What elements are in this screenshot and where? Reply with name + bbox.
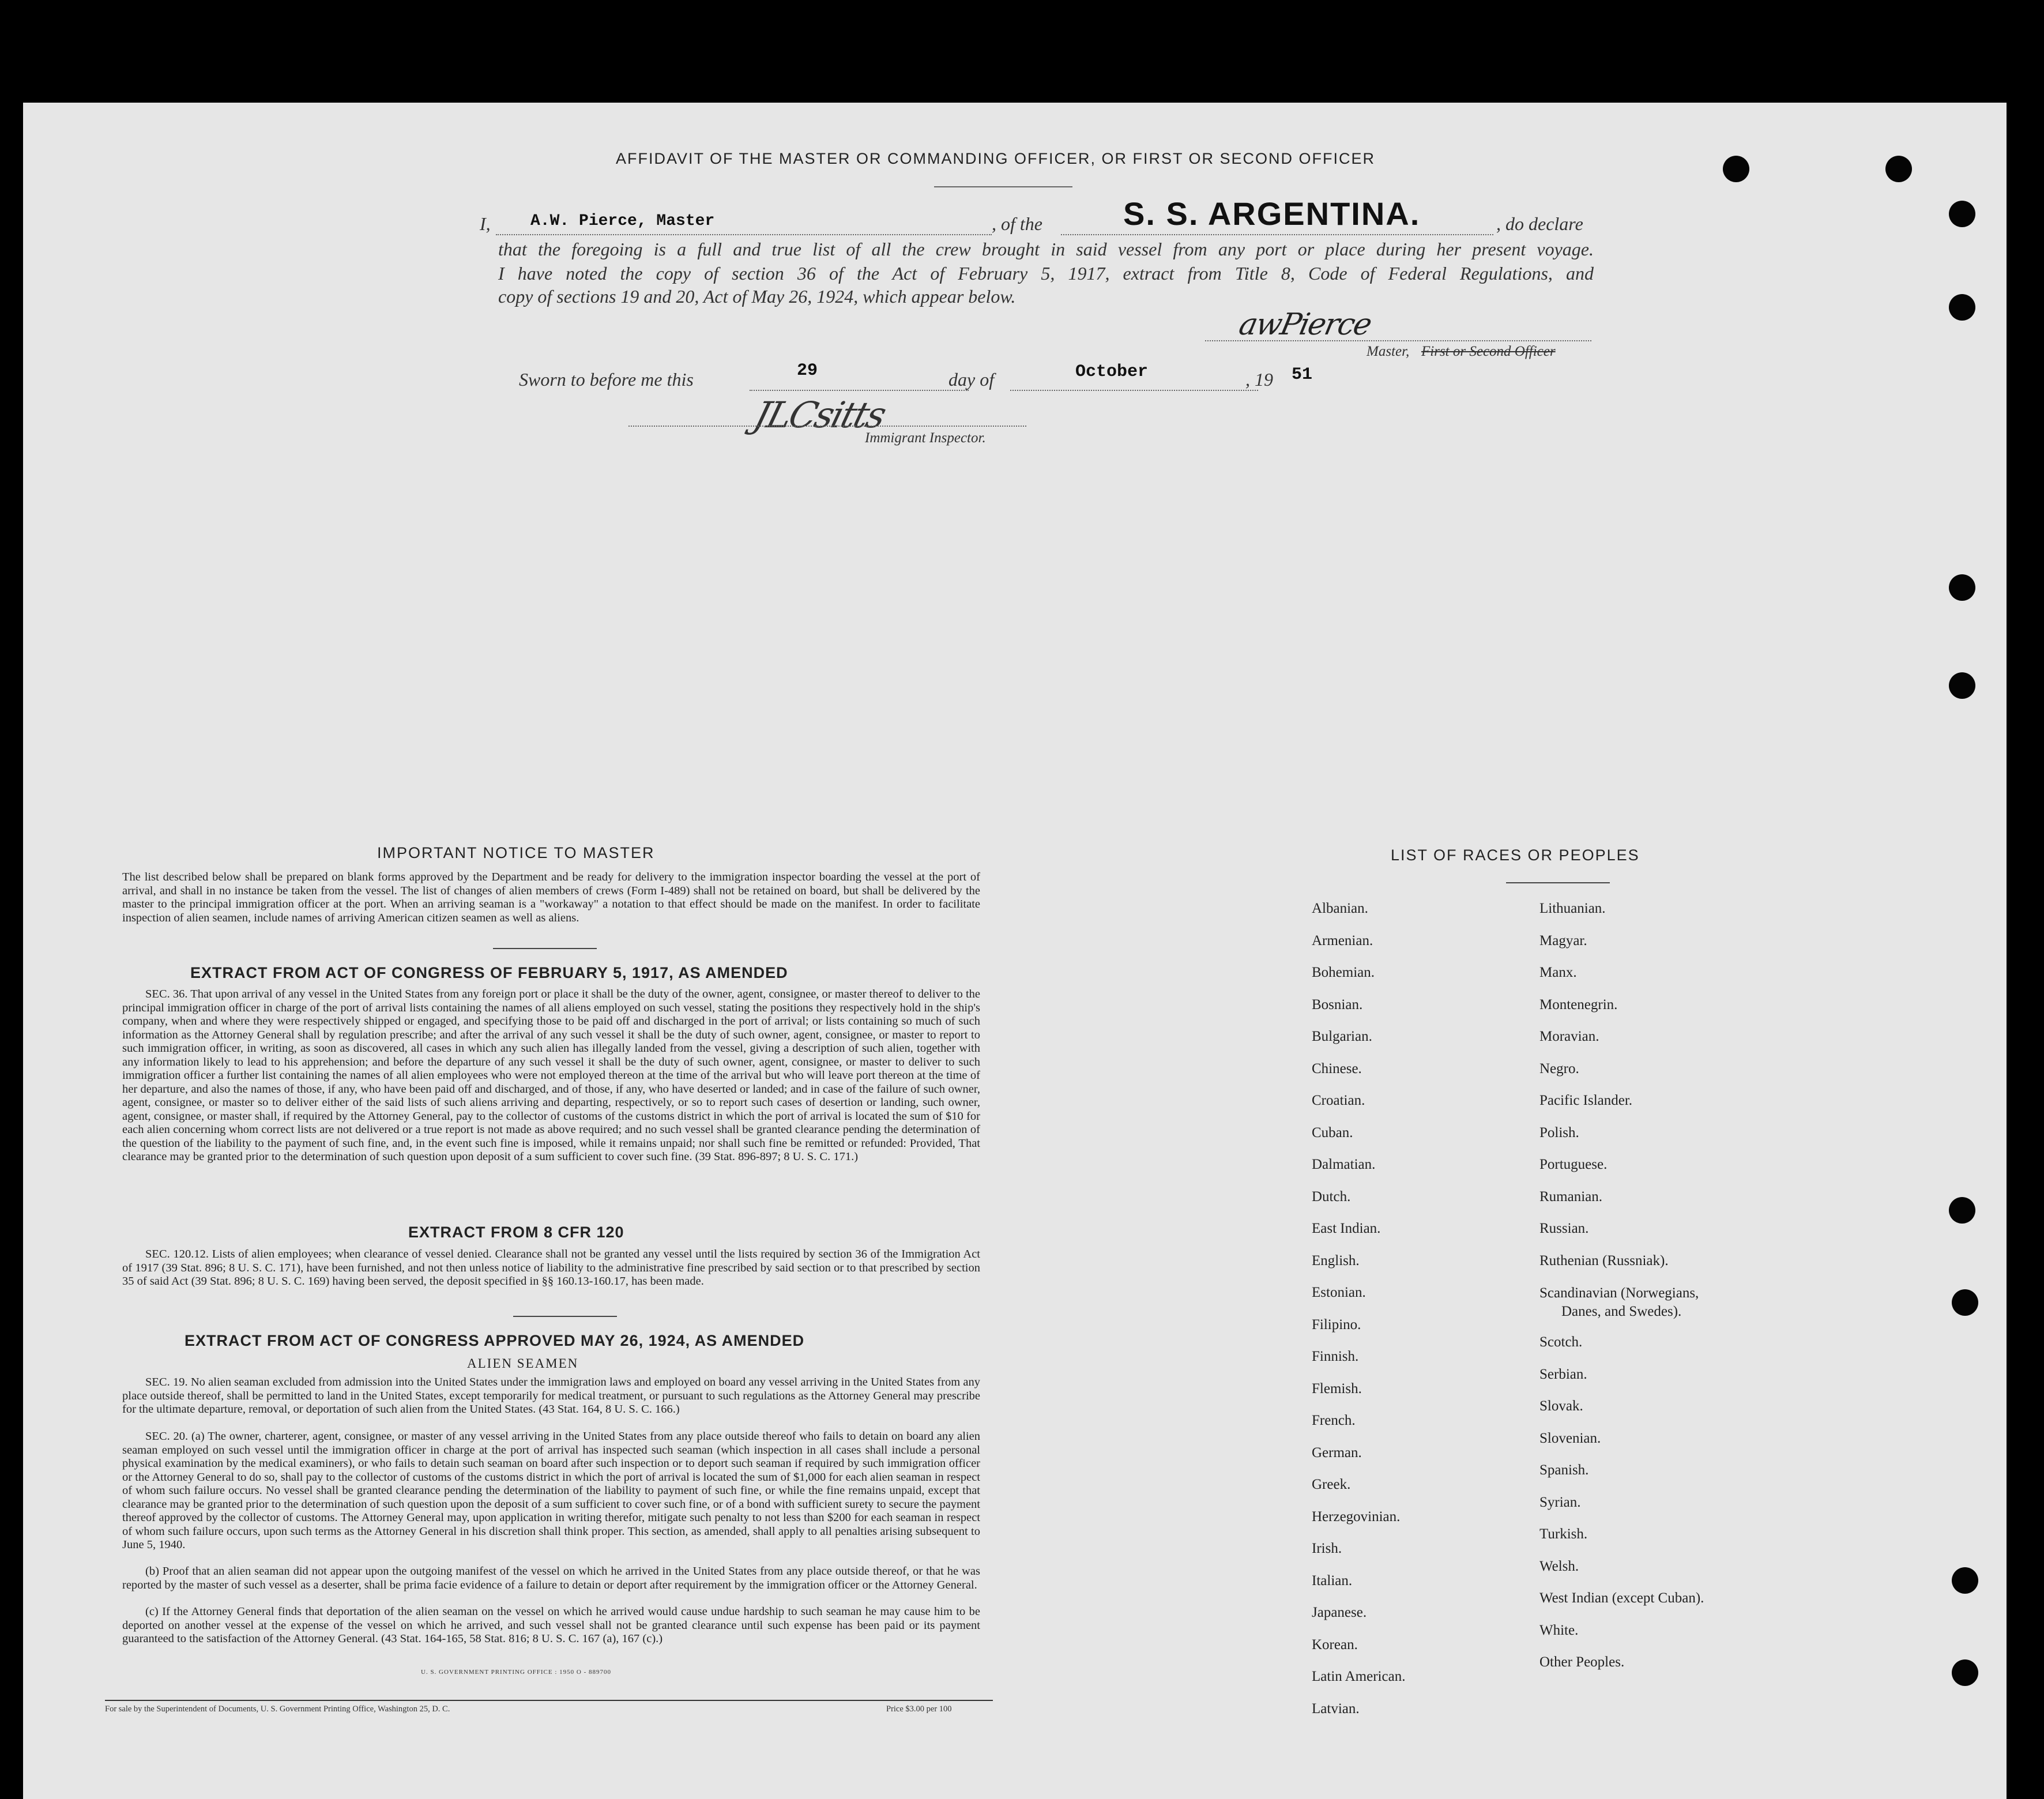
master-label: Master,: [1367, 344, 1410, 359]
race-item: White.: [1539, 1622, 1579, 1638]
sworn-month: October: [1075, 362, 1149, 382]
race-item: German.: [1312, 1444, 1362, 1461]
race-item: Negro.: [1539, 1060, 1579, 1077]
race-item: Italian.: [1312, 1572, 1353, 1589]
extract-1917-title: EXTRACT FROM ACT OF CONGRESS OF FEBRUARY 5, 1917, AS AMENDED: [190, 964, 788, 981]
master-name: A.W. Pierce, Master: [530, 212, 715, 230]
sworn-day: 29: [797, 361, 818, 381]
punch-hole: [1723, 156, 1749, 182]
race-item: Magyar.: [1539, 932, 1587, 949]
race-item: Slovenian.: [1539, 1430, 1601, 1446]
section-20c-text: (c) If the Attorney General finds that deportation of the alien seaman on the vessel on which he arrived would cause undue hardship to such seaman he may cause him to be deported on another vessel at the expense of the vessel on which he arrived, and such vessel shall not be granted clearance until such expense has been paid or its payment guaranteed to the satisfaction of the Attorney General. (43 Stat. 164-165, 58 Stat. 816; 8 U. S. C. 167 (a), 167 (c).): [122, 1605, 980, 1645]
race-item: Moravian.: [1539, 1029, 1599, 1044]
races-column-1: [1312, 893, 1405, 1725]
race-item: Bohemian.: [1312, 965, 1375, 980]
race-item: Ruthenian (Russniak).: [1539, 1252, 1669, 1269]
race-item: Filipino.: [1312, 1316, 1361, 1333]
race-item: Flemish.: [1312, 1380, 1362, 1397]
printing-office-line: U. S. GOVERNMENT PRINTING OFFICE : 1950 O - 889700: [421, 1669, 612, 1676]
punch-hole: [1885, 156, 1912, 182]
name-line: [496, 234, 992, 235]
sworn-month-line: [1010, 390, 1258, 391]
sworn-day-line: [750, 390, 969, 391]
race-item: Turkish.: [1539, 1526, 1588, 1542]
race-item: Pacific Islander.: [1539, 1093, 1633, 1108]
race-item: Portuguese.: [1539, 1157, 1608, 1172]
notice-rule: [493, 948, 597, 949]
race-item: Serbian.: [1539, 1366, 1587, 1382]
declaration-line-3: I have noted the copy of section 36 of the Act of February 5, 1917, extract from Title 8, Code of Federal Regulations, and: [498, 263, 1594, 284]
master-signature-line: [1205, 340, 1591, 341]
punch-hole: [1952, 1289, 1978, 1316]
race-item: Russian.: [1539, 1221, 1589, 1236]
race-item: Scotch.: [1539, 1334, 1583, 1350]
race-item: Spanish.: [1539, 1462, 1589, 1478]
section-20b-text: (b) Proof that an alien seaman did not appear upon the outgoing manifest of the vessel on which he arrived in the United States from any place outside thereof, or that he was reported by the master of such vessel as a deserter, shall be prima facie evidence of a failure to detain or deport after requirement by the immigration officer or the Attorney General.: [122, 1565, 980, 1591]
inspector-signature: JLCsitts: [750, 394, 890, 436]
race-item: Finnish.: [1312, 1349, 1359, 1364]
race-item: French.: [1312, 1413, 1356, 1428]
races-title: LIST OF RACES OR PEOPLES: [1391, 846, 1640, 864]
affidavit-title: AFFIDAVIT OF THE MASTER OR COMMANDING OFFICER, OR FIRST OR SECOND OFFICER: [616, 150, 1376, 167]
race-item: Chinese.: [1312, 1060, 1362, 1077]
race-item: Dalmatian.: [1312, 1157, 1376, 1172]
year-prefix: , 19: [1245, 369, 1273, 390]
punch-hole: [1952, 1567, 1978, 1594]
title-rule: [934, 186, 1072, 187]
section-20a-text: SEC. 20. (a) The owner, charterer, agent, consignee, or master of any vessel arriving in the United States from any place outside thereof who fails to detain on board any alien seaman employed on such vessel until the immigration officer in charge at the port of arrival has inspected such seaman (which inspection in all cases shall include a personal physical examination by the medical examiners), or who fails to detain such seaman on board after such inspection or to deport such seaman if required by such immigration officer or the Attorney General to do so, shall pay to the collector of customs of the customs district in which the port of arrival is located the sum of $1,000 for each alien seaman in respect of whom such failure occurs. No vessel shall be granted clearance pending the determination of the liability to payment of such fine, or while the fine remains unpaid, except that clearance may be granted prior to the determination of such question upon the deposit of a sum sufficient to cover such fine, or of a bond with sufficient surety to secure the payment thereof approved by the collector of customs. The Attorney General may, upon application in writing therefor, mitigate such penalty to not less than $200 for each seaman in respect of whom such failure occurs, upon such terms as the Attorney General in his discretion shall think proper. This section, as amended, shall apply to all penalties arising subsequent to June 5, 1940.: [122, 1430, 980, 1551]
race-item: Manx.: [1539, 965, 1577, 980]
alien-seamen-subtitle: ALIEN SEAMEN: [467, 1356, 579, 1371]
race-item: Lithuanian.: [1539, 901, 1606, 916]
extract-1924-title: EXTRACT FROM ACT OF CONGRESS APPROVED MAY 26, 1924, AS AMENDED: [185, 1332, 805, 1349]
punch-hole: [1949, 672, 1975, 699]
of-the-text: , of the: [992, 213, 1042, 234]
declaration-line-2: that the foregoing is a full and true list of all the crew brought in said vessel from any port or place during her present voyage.: [498, 239, 1594, 259]
do-declare-text: , do declare: [1496, 213, 1583, 234]
punch-hole: [1949, 294, 1975, 321]
inspector-label: Immigrant Inspector.: [865, 430, 986, 446]
price-line: Price $3.00 per 100: [886, 1704, 952, 1714]
sworn-prefix: Sworn to before me this: [519, 369, 694, 390]
cfr-rule: [513, 1316, 617, 1317]
declaration-line-4: copy of sections 19 and 20, Act of May 26, 1924, which appear below.: [498, 286, 1016, 307]
race-item: Armenian.: [1312, 932, 1373, 949]
race-item: Welsh.: [1539, 1558, 1579, 1574]
affidavit-intro: I,: [480, 213, 491, 234]
race-item: Bosnian.: [1312, 996, 1363, 1013]
race-item: Other Peoples.: [1539, 1654, 1625, 1670]
vessel-line: [1061, 234, 1493, 235]
race-item: West Indian (except Cuban).: [1539, 1590, 1704, 1606]
footer-rule: [105, 1700, 993, 1701]
vessel-name-stamp: S. S. ARGENTINA.: [1123, 195, 1421, 232]
races-rule: [1506, 882, 1610, 883]
document-page: [23, 103, 2007, 1799]
race-item: East Indian.: [1312, 1221, 1381, 1236]
punch-hole: [1949, 1197, 1975, 1224]
inspector-signature-line: [628, 426, 1026, 427]
race-item: Herzegovinian.: [1312, 1508, 1401, 1525]
race-item: Korean.: [1312, 1636, 1358, 1653]
for-sale-line: For sale by the Superintendent of Documents, U. S. Government Printing Office, Washington 25, D. C.: [105, 1704, 450, 1714]
day-of-text: day of: [948, 369, 995, 390]
race-item: English.: [1312, 1252, 1360, 1269]
punch-hole: [1952, 1659, 1978, 1686]
race-item: Syrian.: [1539, 1494, 1581, 1510]
race-item: Cuban.: [1312, 1124, 1353, 1141]
race-item: Slovak.: [1539, 1398, 1583, 1414]
race-item: Rumanian.: [1539, 1188, 1603, 1205]
section-19-text: SEC. 19. No alien seaman excluded from admission into the United States under the immigration laws and employed on board any vessel arriving in the United States from any place outside thereof, shall be permitted to land in the United States, except temporarily for medical treatment, or pursuant to such regulations as the Attorney General may prescribe for the ultimate departure, removal, or deportation of such alien from the United States. (43 Stat. 164, 8 U. S. C. 166.): [122, 1376, 980, 1416]
race-item: Greek.: [1312, 1477, 1351, 1492]
extract-cfr-title: EXTRACT FROM 8 CFR 120: [408, 1224, 624, 1241]
extract-1917-body: SEC. 36. That upon arrival of any vessel in the United States from any foreign port or place it shall be the duty of the owner, agent, consignee, or master thereof to deliver to the principal immigration officer in charge of the port of arrival lists containing the names of all aliens employed on such vessel, stating the positions they respectively hold in the ship's company, when and where they were respectively shipped or engaged, and specifying those to be paid off and discharged in the port of arrival; or lists containing so much of such information as the Attorney General shall by regulation prescribe; and after the arrival of any such vessel it shall be the duty of such owner, agent, consignee, or master to report to such immigration officer, in writing, as soon as discovered, all cases in which any such alien has illegally landed from the vessel, giving a description of such alien, together with any information likely to lead to his apprehension; and before the departure of any such vessel it shall be the duty of such owner, agent, consignee, or master to deliver to such immigration officer a further list containing the names of all alien employees who were not employed thereon at the time of the arrival but who will leave port thereon at the time of her departure, and also the names of those, if any, who have been paid off and discharged, and of those, if any, who have deserted or landed; and in case of the failure of such owner, agent, consignee, or master so to deliver either of the said lists of such aliens arriving and departing, respectively, or so to report such cases of desertion or landing, such owner, agent, consignee, or master shall, if required by the Attorney General, pay to the collector of customs of the customs district in which the port of arrival is located the sum of $10 for each alien concerning whom correct lists are not delivered or a true report is not made as above required; and no such vessel shall be granted clearance pending the determination of the question of the liability to the payment of such fine, and, in the event such fine is imposed, while it remains unpaid; nor shall such fine be remitted or refunded: Provided, That clearance may be granted prior to the determination of such question upon deposit of a sum sufficient to cover such fine. (39 Stat. 896-897; 8 U. S. C. 171.): [122, 988, 980, 1163]
notice-title: IMPORTANT NOTICE TO MASTER: [377, 844, 655, 861]
race-item: Albanian.: [1312, 901, 1368, 916]
race-item: Danes, and Swedes).: [1561, 1304, 1682, 1319]
race-item: Polish.: [1539, 1124, 1579, 1141]
master-signature: awPierce: [1236, 307, 1375, 342]
race-item: Dutch.: [1312, 1188, 1351, 1205]
struck-officer-label: First or Second Officer: [1421, 344, 1556, 359]
race-item: Scandinavian (Norwegians,: [1539, 1285, 1699, 1301]
race-item: Croatian.: [1312, 1093, 1365, 1108]
race-item: Bulgarian.: [1312, 1029, 1372, 1044]
race-item: Estonian.: [1312, 1285, 1366, 1300]
race-item: Irish.: [1312, 1541, 1342, 1556]
punch-hole: [1949, 574, 1975, 601]
race-item: Japanese.: [1312, 1605, 1367, 1620]
races-column-2: [1539, 893, 1704, 1678]
punch-hole: [1949, 201, 1975, 227]
extract-cfr-body: SEC. 120.12. Lists of alien employees; when clearance of vessel denied. Clearance shall not be granted any vessel until the lists required by section 36 of the Immigration Act of 1917 (39 Stat. 896; 8 U. S. C. 171), have been furnished, and not then unless notice of liability to the administrative fine prescribed by said section or to that prescribed by section 35 of said Act (39 Stat. 896; 8 U. S. C. 169) having been served, the deposit specified in §§ 160.13-160.17, has been made.: [122, 1248, 980, 1288]
race-item: Montenegrin.: [1539, 996, 1618, 1013]
sworn-year: 51: [1292, 365, 1313, 385]
notice-body: The list described below shall be prepared on blank forms approved by the Department and be ready for delivery to the immigration inspector boarding the vessel at the port of arrival, and shall in no instance be taken from the vessel. The list of changes of alien members of crews (Form I-489) shall not be retained on board, but shall be delivered by the master to the principal immigration officer at the port. When an arriving seaman is a "workaway" a notation to that effect should be made on the manifest. In order to facilitate inspection of alien seamen, include names of arriving American citizen seamen as well as aliens.: [122, 871, 980, 924]
race-item: Latvian.: [1312, 1700, 1360, 1717]
race-item: Latin American.: [1312, 1669, 1406, 1684]
